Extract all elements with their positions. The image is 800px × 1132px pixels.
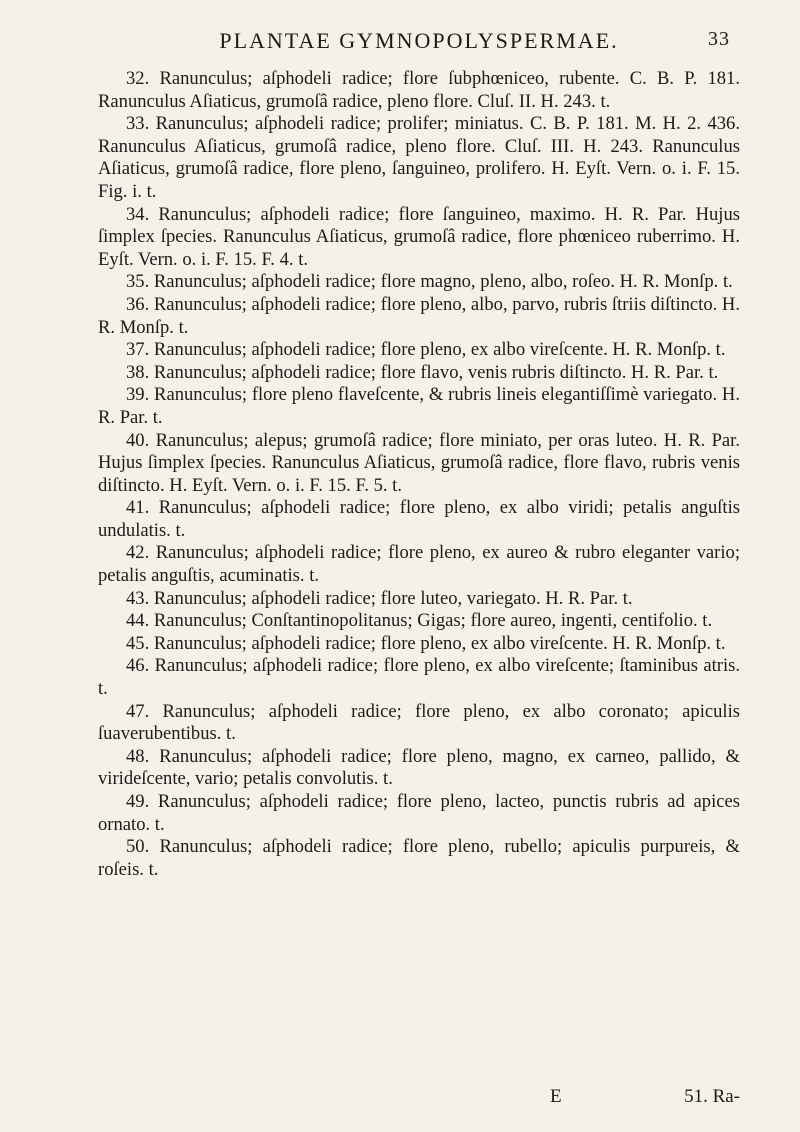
- entry-41: 41. Ranunculus; aſphodeli radice; flore pleno, ex albo viridi; petalis anguſtis undulatis. t.: [98, 497, 740, 541]
- entry-list: [98, 68, 740, 881]
- entry-42: 42. Ranunculus; aſphodeli radice; flore pleno, ex aureo & rubro eleganter vario; petalis anguſtis, acuminatis. t.: [98, 542, 740, 587]
- entry-32: 32. Ranunculus; aſphodeli radice; flore ſubphœniceo, rubente. C. B. P. 181. Ranunculus Aſiaticus, grumoſâ radice, pleno flore. Cluſ. II. H. 243. t.: [98, 68, 740, 112]
- entry-38: 38. Ranunculus; aſphodeli radice; flore flavo, venis rubris diſtincto. H. R. Par. t.: [126, 361, 719, 383]
- running-header: [98, 28, 740, 58]
- entry-47: 47. Ranunculus; aſphodeli radice; flore pleno, ex albo coronato; apiculis ſuaverubentibus. t.: [98, 700, 740, 745]
- signature-mark: E: [550, 1086, 562, 1107]
- entry-50: 50. Ranunculus; aſphodeli radice; flore pleno, rubello; apiculis purpureis, & roſeis. t.: [98, 836, 740, 880]
- running-title: PLANTAE GYMNOPOLYSPERMAE.: [219, 28, 619, 53]
- entry-49: 49. Ranunculus; aſphodeli radice; flore pleno, lacteo, punctis rubris ad apices ornato. t.: [98, 791, 740, 835]
- entry-37: 37. Ranunculus; aſphodeli radice; flore pleno, ex albo vireſcente. H. R. Monſp. t.: [126, 339, 726, 361]
- entry-39: 39. Ranunculus; flore pleno flaveſcente, & rubris lineis elegantiſſimè variegato. H. R. Par. t.: [98, 384, 740, 428]
- entry-36: 36. Ranunculus; aſphodeli radice; flore pleno, albo, parvo, rubris ſtriis diſtincto. H. R. Monſp. t.: [98, 293, 740, 338]
- entry-46: 46. Ranunculus; aſphodeli radice; flore pleno, ex albo vireſcente; ſtaminibus atris. t.: [98, 655, 740, 700]
- entry-34: 34. Ranunculus; aſphodeli radice; flore ſanguineo, maximo. H. R. Par. Hujus ſimplex ſpecies. Ranunculus Aſiaticus, grumoſâ radice, flore phœniceo ruberrimo. H. Eyſt. Vern. o. i. F. 15. F. 4. t.: [98, 203, 740, 270]
- entry-43: 43. Ranunculus; aſphodeli radice; flore luteo, variegato. H. R. Par. t.: [126, 587, 633, 609]
- entry-35: 35. Ranunculus; aſphodeli radice; flore magno, pleno, albo, roſeo. H. R. Monſp. t.: [126, 271, 733, 293]
- catchword: 51. Ra-: [684, 1086, 740, 1107]
- entry-45: 45. Ranunculus; aſphodeli radice; flore pleno, ex albo vireſcente. H. R. Monſp. t.: [126, 632, 726, 654]
- entry-48: 48. Ranunculus; aſphodeli radice; flore pleno, magno, ex carneo, pallido, & virideſcente, vario; petalis convolutis. t.: [98, 745, 740, 790]
- entry-44: 44. Ranunculus; Conſtantinopolitanus; Gigas; flore aureo, ingenti, centifolio. t.: [126, 610, 713, 632]
- page-number: 33: [708, 28, 730, 50]
- entry-40: 40. Ranunculus; alepus; grumoſâ radice; flore miniato, per oras luteo. H. R. Par. Hujus ſimplex ſpecies. Ranunculus Aſiaticus, grumoſâ radice, flore flavo, rubris venis diſtincto. H. Eyſt. Vern. o. i. F. 15. F. 5. t.: [98, 429, 740, 496]
- entry-33: 33. Ranunculus; aſphodeli radice; prolifer; miniatus. C. B. P. 181. M. H. 2. 436. Ranunculus Aſiaticus, grumoſâ radice, pleno flore. Cluſ. III. H. 243. Ranunculus Aſiaticus, grumoſâ radice, flore pleno, ſanguineo, prolifero. H. Eyſt. Vern. o. i. F. 15. Fig. i. t.: [98, 113, 740, 202]
